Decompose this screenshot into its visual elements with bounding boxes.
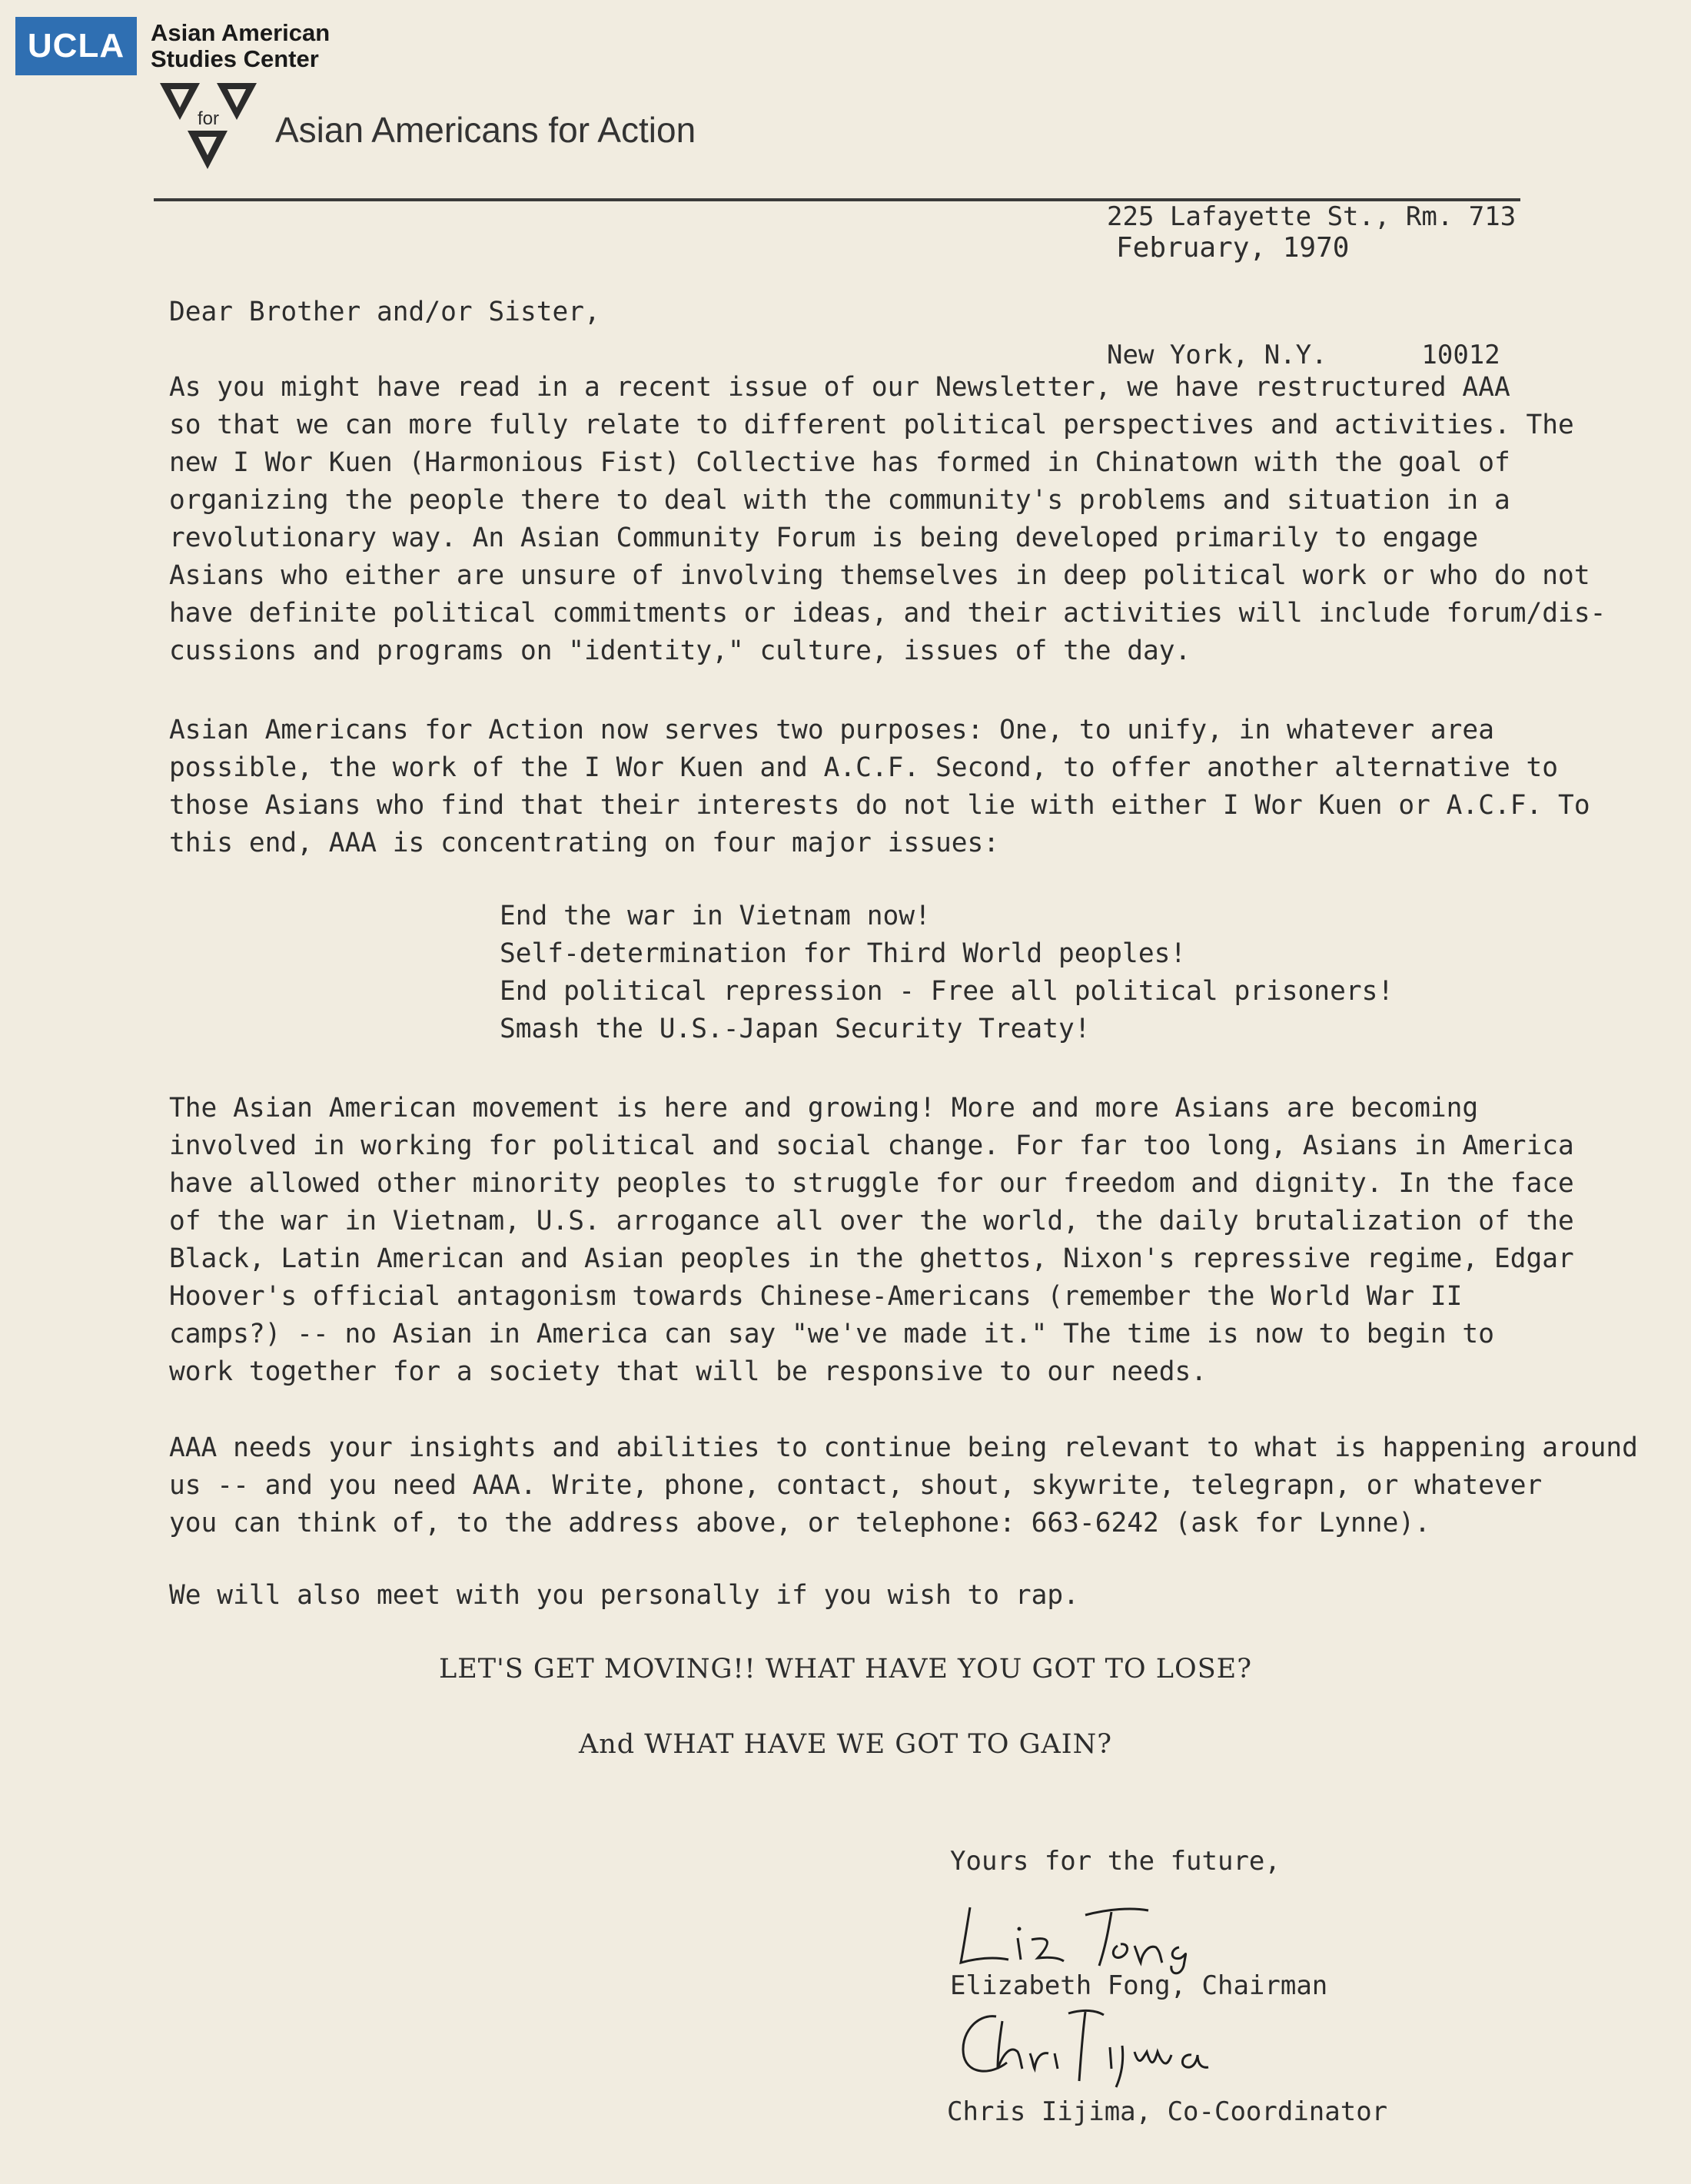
ucla-logo: UCLA — [15, 17, 137, 75]
center-name-line1: Asian American — [151, 19, 331, 46]
salutation: Dear Brother and/or Sister, — [169, 297, 600, 327]
coordinator-name: Chris Iijima, Co-Coordinator — [947, 2096, 1388, 2127]
paragraph-meeting — [169, 1577, 1545, 1615]
paragraph-purposes — [169, 712, 1590, 862]
paragraph-restructuring — [169, 369, 1606, 670]
liz-fong-signature — [947, 1892, 1239, 1977]
logo-for-text: for — [197, 108, 220, 129]
call-to-action-line1: LET'S GET MOVING!! WHAT HAVE YOU GOT TO LOSE? — [439, 1654, 1252, 1684]
call-to-action-line2: And WHAT HAVE WE GOT TO GAIN? — [578, 1729, 1113, 1760]
text-line: AAA needs your insights and abilities to continue being relevant to what is happening around — [169, 1432, 1638, 1463]
text-line: cussions and programs on "identity," culture, issues of the day. — [169, 636, 1191, 666]
text-line: involved in working for political and social change. For far too long, Asians in America — [169, 1130, 1574, 1161]
text-line: Asian Americans for Action now serves two purposes: One, to unify, in whatever area — [169, 715, 1494, 745]
text-line: Asians who either are unsure of involving themselves in deep political work or who do not — [169, 560, 1590, 591]
text-line: work together for a society that will be responsive to our needs. — [169, 1356, 1208, 1387]
text-line: you can think of, to the address above, or telephone: 663-6242 (ask for Lynne). — [169, 1508, 1430, 1538]
text-line: We will also meet with you personally if you wish to rap. — [169, 1580, 1079, 1611]
text-line: those Asians who find that their interests do not lie with either I Wor Kuen or A.C.F. To — [169, 790, 1590, 821]
studies-center-name — [151, 20, 330, 72]
paragraph-movement — [169, 1090, 1574, 1391]
archive-badge — [15, 17, 330, 75]
text-line: us -- and you need AAA. Write, phone, contact, shout, skywrite, telegrapn, or whatever — [169, 1470, 1543, 1501]
chris-iijima-signature — [953, 1998, 1230, 2090]
address-line1: 225 Lafayette St., Rm. 713 — [1107, 201, 1517, 232]
text-line: revolutionary way. An Asian Community Forum is being developed primarily to engage — [169, 523, 1479, 553]
issue-item: End political repression - Free all political prisoners! — [500, 976, 1394, 1007]
letterhead-divider — [154, 198, 1520, 201]
text-line: camps?) -- no Asian in America can say "we've made it." The time is now to begin to — [169, 1319, 1494, 1349]
text-line: of the war in Vietnam, U.S. arrogance all over the world, the daily brutalization of the — [169, 1206, 1574, 1236]
text-line: have allowed other minority peoples to struggle for our freedom and dignity. In the face — [169, 1168, 1574, 1199]
issue-item: Smash the U.S.-Japan Security Treaty! — [500, 1014, 1091, 1044]
text-line: organizing the people there to deal with the community's problems and situation in a — [169, 485, 1510, 516]
center-name-line2: Studies Center — [151, 45, 319, 72]
text-line: Black, Latin American and Asian peoples in the ghettos, Nixon's repressive regime, Edgar — [169, 1243, 1574, 1274]
chairman-name: Elizabeth Fong, Chairman — [950, 1970, 1328, 2001]
text-line: have definite political commitments or ideas, and their activities will include forum/dis- — [169, 598, 1606, 629]
issue-item: Self-determination for Third World peoples! — [500, 938, 1187, 969]
text-line: Hoover's official antagonism towards Chinese-Americans (remember the World War II — [169, 1281, 1463, 1312]
letter-date: February, 1970 — [1116, 232, 1350, 264]
issue-item: End the war in Vietnam now! — [500, 901, 931, 931]
text-line: The Asian American movement is here and growing! More and more Asians are becoming — [169, 1093, 1479, 1124]
text-line: this end, AAA is concentrating on four major issues: — [169, 828, 1000, 858]
closing-phrase: Yours for the future, — [950, 1846, 1281, 1877]
paragraph-contact — [169, 1429, 1638, 1542]
aaa-logo-icon — [151, 77, 266, 177]
text-line: so that we can more fully relate to different political perspectives and activities. The — [169, 410, 1574, 440]
address-line2: New York, N.Y. 10012 — [1107, 340, 1500, 370]
organization-name: Asian Americans for Action — [275, 110, 696, 150]
issues-list — [500, 898, 1422, 1048]
text-line: possible, the work of the I Wor Kuen and A.C.F. Second, to offer another alternative to — [169, 752, 1559, 783]
text-line: As you might have read in a recent issue of our Newsletter, we have restructured AAA — [169, 372, 1510, 403]
text-line: new I Wor Kuen (Harmonious Fist) Collective has formed in Chinatown with the goal of — [169, 447, 1510, 478]
